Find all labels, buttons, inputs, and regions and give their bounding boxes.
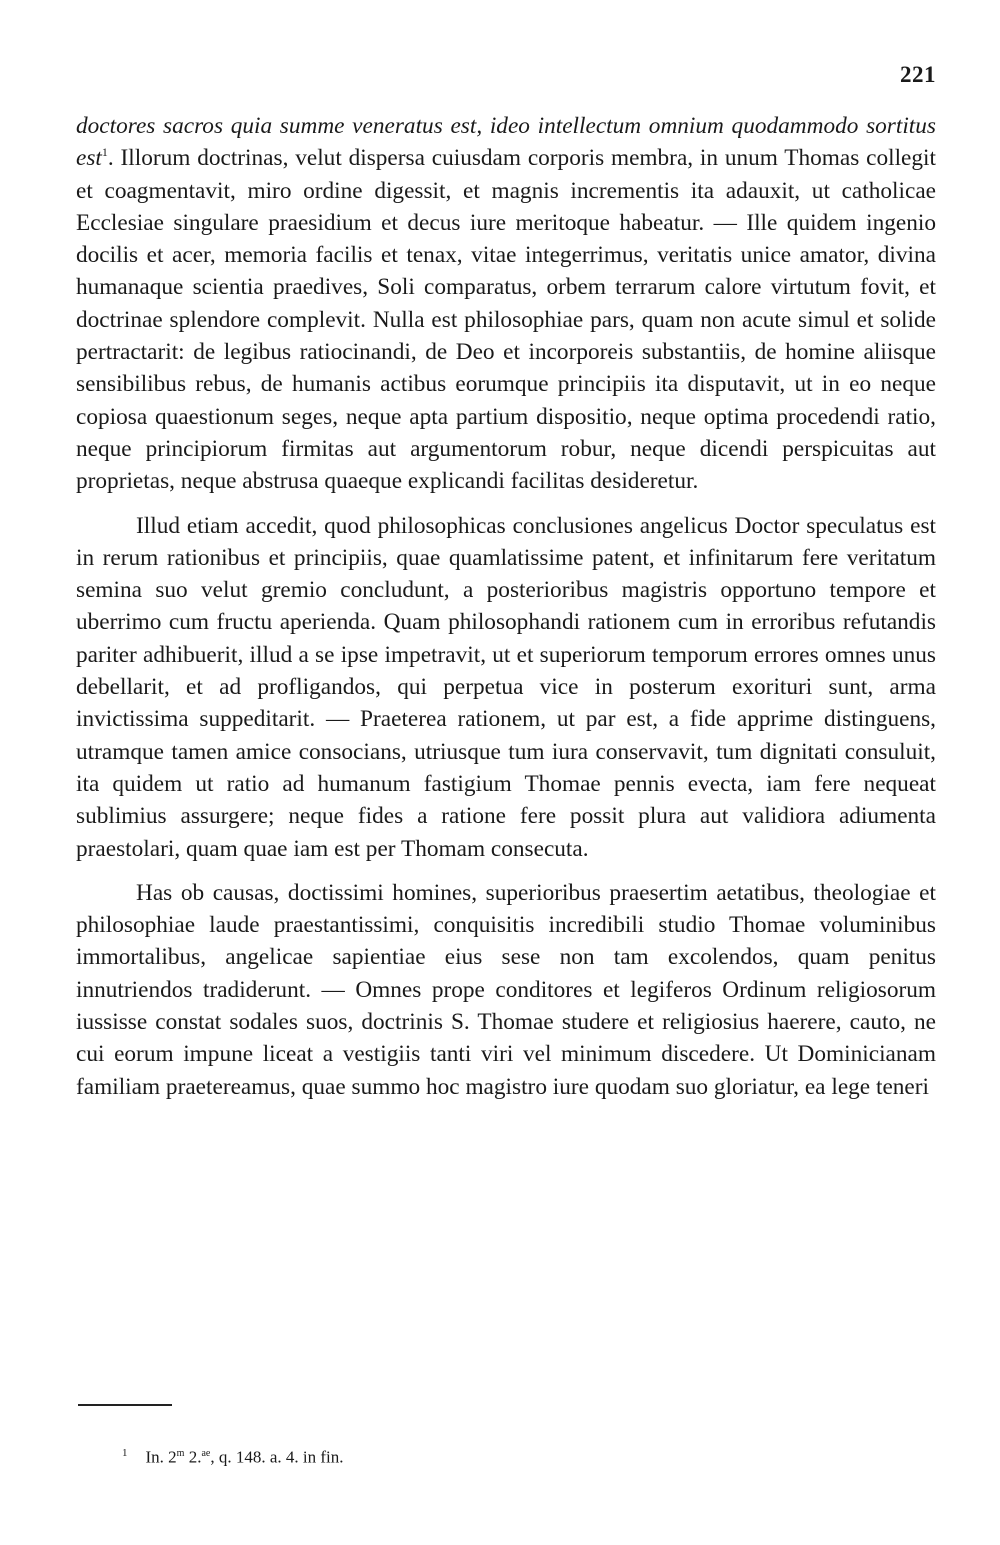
paragraph-1 [76, 110, 936, 498]
paragraph-3: Has ob causas, doctissimi homines, superioribus praesertim aetatibus, theologiae et philosophiae laude praestantissimi, conquisitis incredibili studio Thomae voluminibus immortalibus, angelicae sapientiae eius sese non tam excolendos, quam penitus innutriendos tradiderunt. — Omnes prope conditores et legiferos Ordinum religiosorum iussisse constat sodales suos, doctrinis S. Thomae studere et religiosius haerere, cauto, ne cui eorum impune liceat a vestigiis tanti viri vel minimum discedere. Ut Dominicianam familiam praetereamus, quae summo hoc magistro iure quodam suo gloriatur, ea lege teneri [76, 879, 936, 1100]
footnote [122, 1442, 344, 1469]
page-number: 221 [900, 62, 936, 87]
footnote-text-3: , q. 148. a. 4. in fin. [210, 1447, 344, 1467]
footnote-reference[interactable]: 1 [101, 145, 108, 160]
footnote-sup-1: m [176, 1448, 185, 1459]
footnote-text-1: In. 2 [145, 1447, 177, 1467]
footnote-text-2: 2. [184, 1447, 202, 1467]
paragraph-2: Illud etiam accedit, quod philosophicas conclusiones angelicus Doctor speculatus est in rerum rationibus et principiis, quae quamlatissime patent, et infinitarum fere veritatum semina suo velut gremio concludunt, a posterioribus magistris opportuno tempore et uberrimo cum fructu aperienda. Quam philosophandi rationem cum in erroribus refutandis pariter adhibuerit, illud a se ipse impetravit, ut et superiorum temporum errores omnes unus debellarit, et ad profligandos, qui perpetua vice in posterum exorituri sunt, arma invictissima suppeditarit. — Praeterea rationem, ut par est, a fide apprime distinguens, utramque tamen amice consocians, utriusque tum iura conservavit, tum dignitati consuluit, ita quidem ut ratio ad humanum fastigium Thomae pennis evecta, iam fere nequeat sublimius assurgere; neque fides a ratione fere possit plura aut validiora adiumenta praestolari, quam quae iam est per Thomam consecuta. [76, 512, 936, 862]
footnote-mark: 1 [122, 1447, 128, 1459]
footnote-sup-2: ae [201, 1448, 211, 1459]
body-text [76, 110, 936, 1103]
footnote-divider [78, 1404, 172, 1406]
paragraph-1-text: . Illorum doctrinas, velut dispersa cuiusdam corporis membra, in unum Thomas collegit et coagmentavit, miro ordine digessit, et magnis incrementis ita adauxit, ut catholicae Ecclesiae singulare praesidium et decus iure meritoque habeatur. — Ille quidem ingenio docilis et acer, memoria facilis et tenax, vitae integerrimus, veritatis unice amator, divina humanaque scientia praedives, Soli comparatus, orbem terrarum calore virtutum fovit, et doctrinae splendore complevit. Nulla est philosophiae pars, quam non acute simul et solide pertractarit: de legibus ratiocinandi, de Deo et incorporeis substantiis, de homine aliisque sensibilibus rebus, de humanis actibus eorumque principiis ita disputavit, ut in eo neque copiosa quaestionum seges, neque apta partium dispositio, neque optima procedendi ratio, neque principiorum firmitas aut argumentorum robur, neque dicendi perspicuitas aut proprietas, neque abstrusa quaeque explicandi facilitas desideretur. [76, 145, 936, 495]
italic-quote: doctores sacros quia summe veneratus est, ideo intellectum omnium quodammodo sortitus est [76, 113, 936, 172]
